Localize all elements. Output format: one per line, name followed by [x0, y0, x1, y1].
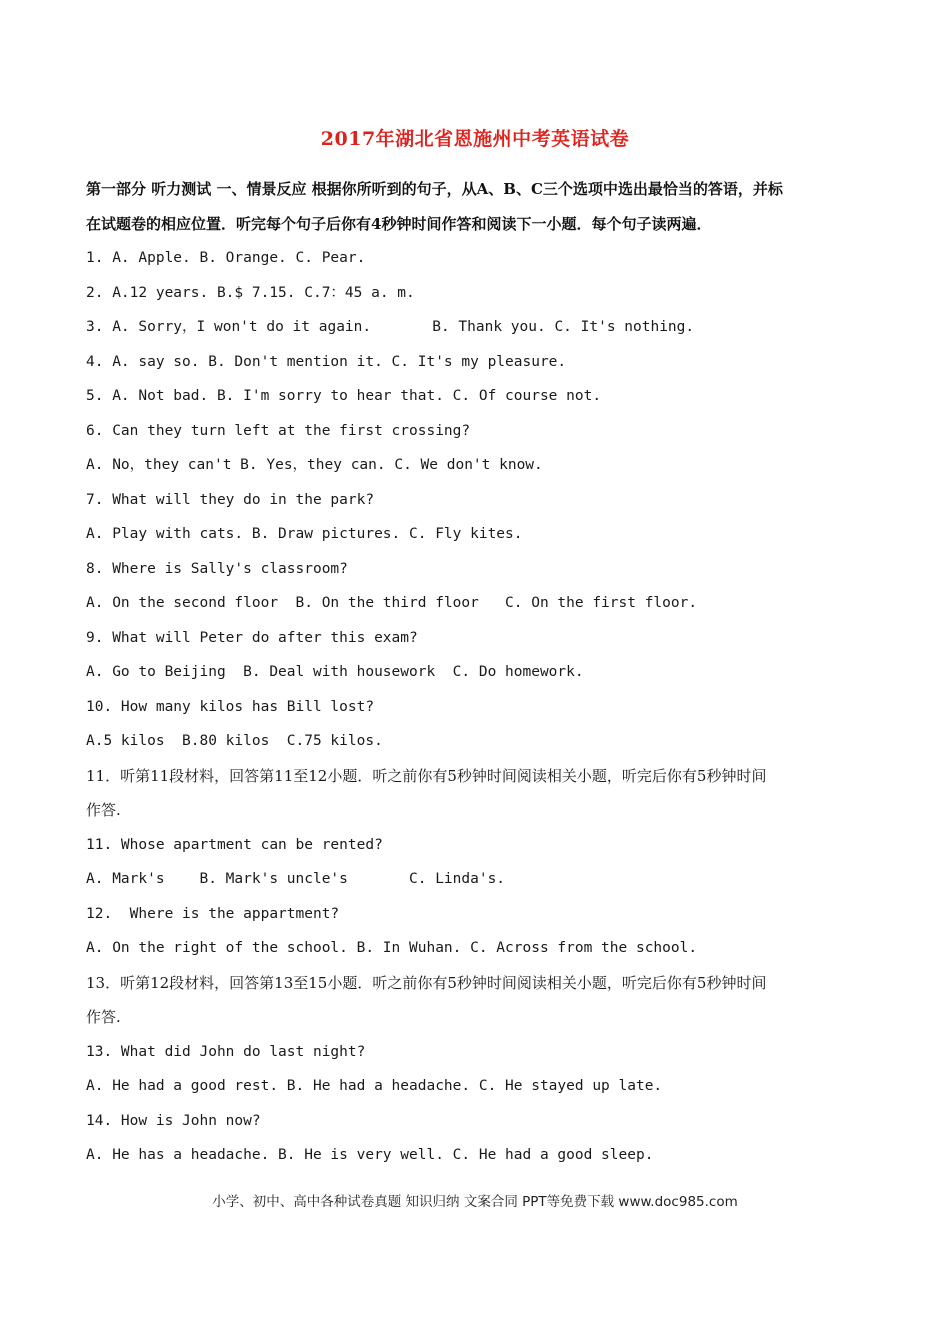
- question-line: 3. A. Sorry，I won't do it again. B. Thank you. C. It's nothing.: [86, 319, 695, 335]
- answer-options-line: A. Go to Beijing B. Deal with housework C. Do homework.: [86, 664, 584, 680]
- answer-options-line: A. Play with cats. B. Draw pictures. C. Fly kites.: [86, 526, 523, 542]
- question-line: 1. A. Apple. B. Orange. C. Pear.: [86, 250, 366, 266]
- page-footer: 小学、初中、高中各种试卷真题 知识归纳 文案合同 PPT等免费下载 www.doc985.com: [212, 1194, 738, 1210]
- answer-options-line: A. He has a headache. B. He is very well. C. He had a good sleep.: [86, 1147, 654, 1163]
- answer-options-line: A.5 kilos B.80 kilos C.75 kilos.: [86, 733, 383, 749]
- question-line: 6. Can they turn left at the first crossing?: [86, 422, 471, 439]
- section-intro: [86, 176, 876, 245]
- question-line: 4. A. say so. B. Don't mention it. C. It's my pleasure.: [86, 353, 567, 370]
- section-instruction-cont: 作答.: [86, 801, 121, 819]
- intro-line-2: 在试题卷的相应位置．听完每个句子后你有4秒钟时间作答和阅读下一小题．每个句子读两遍．: [86, 214, 712, 233]
- answer-options-line: A. He had a good rest. B. He had a headache. C. He stayed up late.: [86, 1078, 663, 1094]
- section-instruction: 13．听第12段材料，回答第13至15小题．听之前你有5秒钟时间阅读相关小题，听完后你有5秒钟时间: [86, 973, 767, 992]
- question-line: 7. What will they do in the park?: [86, 491, 375, 508]
- question-line: 10. How many kilos has Bill lost?: [86, 698, 375, 715]
- question-line: 14. How is John now?: [86, 1112, 261, 1129]
- question-line: 9. What will Peter do after this exam?: [86, 629, 418, 646]
- answer-options-line: A. Mark's B. Mark's uncle's C. Linda's.: [86, 871, 506, 887]
- question-line: 8. Where is Sally's classroom?: [86, 560, 348, 577]
- page-title: 2017年湖北省恩施州中考英语试卷: [320, 128, 630, 150]
- question-line: 12. Where is the appartment?: [86, 905, 340, 922]
- intro-line-1: 第一部分 听力测试 一、情景反应 根据你所听到的句子，从A、B、C三个选项中选出最恰当的答语，并标: [86, 180, 783, 198]
- document-body: [86, 176, 876, 1177]
- section-instruction-cont: 作答.: [86, 1008, 121, 1026]
- question-line: 2. A.12 years. B.$ 7.15. C.7：45 a. m.: [86, 284, 415, 301]
- answer-options-line: A. On the second floor B. On the third floor C. On the first floor.: [86, 595, 698, 611]
- question-line: 13. What did John do last night?: [86, 1043, 366, 1060]
- question-line: 11. Whose apartment can be rented?: [86, 836, 383, 853]
- question-line: 5. A. Not bad. B. I'm sorry to hear that. C. Of course not.: [86, 388, 602, 404]
- section-instruction: 11．听第11段材料，回答第11至12小题．听之前你有5秒钟时间阅读相关小题，听完后你有5秒钟时间: [86, 766, 767, 785]
- answer-options-line: A. No，they can't B. Yes，they can. C. We don't know.: [86, 457, 543, 473]
- answer-options-line: A. On the right of the school. B. In Wuhan. C. Across from the school.: [86, 940, 698, 956]
